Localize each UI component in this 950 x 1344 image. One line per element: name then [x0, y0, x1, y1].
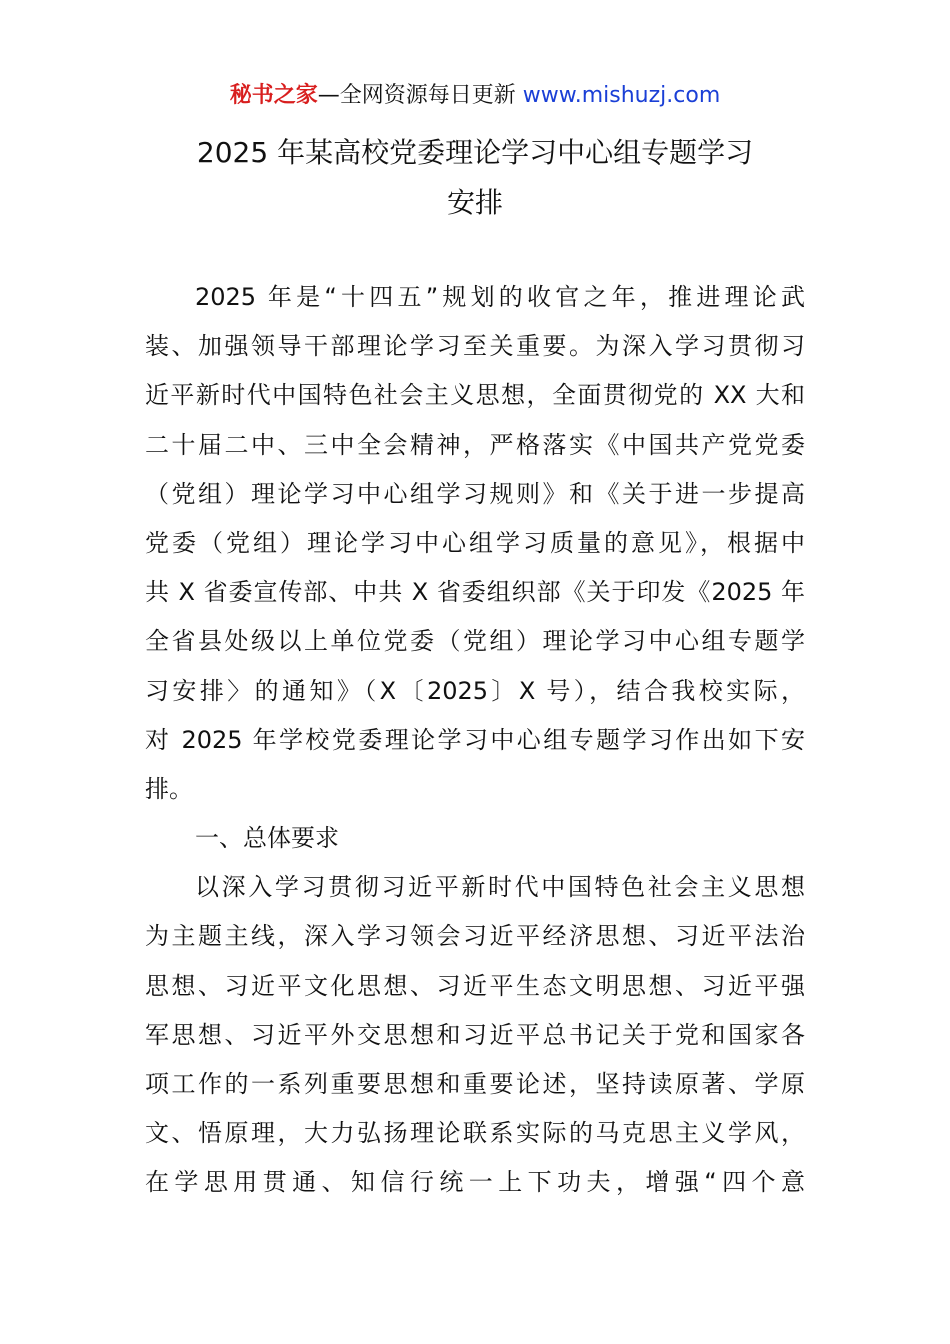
paragraph-2-line: 项工作的一系列重要思想和重要论述，坚持读原著、学原	[145, 1070, 805, 1098]
paragraph-2-line: 军思想、习近平外交思想和习近平总书记关于党和国家各	[145, 1020, 805, 1049]
title-line-1: 2025 年某高校党委理论学习中心组专题学习	[196, 136, 754, 169]
paragraph-2-line: 思想、习近平文化思想、习近平生态文明思想、习近平强	[145, 971, 805, 1000]
paragraph-1-line: 排。	[145, 774, 193, 803]
paragraph-1-line: 装、加强领导干部理论学习至关重要。为深入学习贯彻习	[145, 332, 805, 361]
section-heading-overall-requirements: 一、总体要求	[195, 824, 339, 853]
paragraph-2-line: 文、悟原理，大力弘扬理论联系实际的马克思主义学风，	[145, 1119, 805, 1148]
paragraph-1-line: （党组）理论学习中心组学习规则》和《关于进一步提高	[145, 479, 805, 508]
paragraph-2-line: 为主题主线，深入学习领会习近平经济思想、习近平法治	[145, 922, 805, 951]
document-title	[145, 128, 805, 228]
paragraph-2-line: 以深入学习贯彻习近平新时代中国特色社会主义思想	[195, 873, 805, 902]
paragraph-1-line: 全省县处级以上单位党委（党组）理论学习中心组专题学	[145, 627, 805, 656]
paragraph-1-line: 二十届二中、三中全会精神，严格落实《中国共产党党委	[145, 430, 805, 459]
paragraph-1-line: 习安排〉的通知》（X〔2025〕X 号），结合我校实际，	[145, 676, 805, 705]
paragraph-1-line: 2025 年是“十四五”规划的收官之年，推进理论武	[195, 283, 805, 311]
site-header	[0, 80, 950, 112]
paragraph-1-line: 党委（党组）理论学习中心组学习质量的意见》，根据中	[145, 528, 805, 557]
brand-name: 秘书之家	[229, 83, 318, 108]
paragraph-2-line: 在学思用贯通、知信行统一上下功夫，增强“四个意	[145, 1168, 805, 1197]
title-line-2: 安排	[446, 186, 503, 219]
paragraph-1-line: 共 X 省委宣传部、中共 X 省委组织部《关于印发《2025 年	[145, 578, 805, 607]
site-url[interactable]: www.mishuzj.com	[522, 83, 721, 108]
document-body	[145, 273, 805, 1208]
site-tagline: —全网资源每日更新	[317, 83, 516, 108]
paragraph-1-line: 对 2025 年学校党委理论学习中心组专题学习作出如下安	[145, 725, 805, 754]
paragraph-1-line: 近平新时代中国特色社会主义思想，全面贯彻党的 XX 大和	[145, 381, 805, 410]
